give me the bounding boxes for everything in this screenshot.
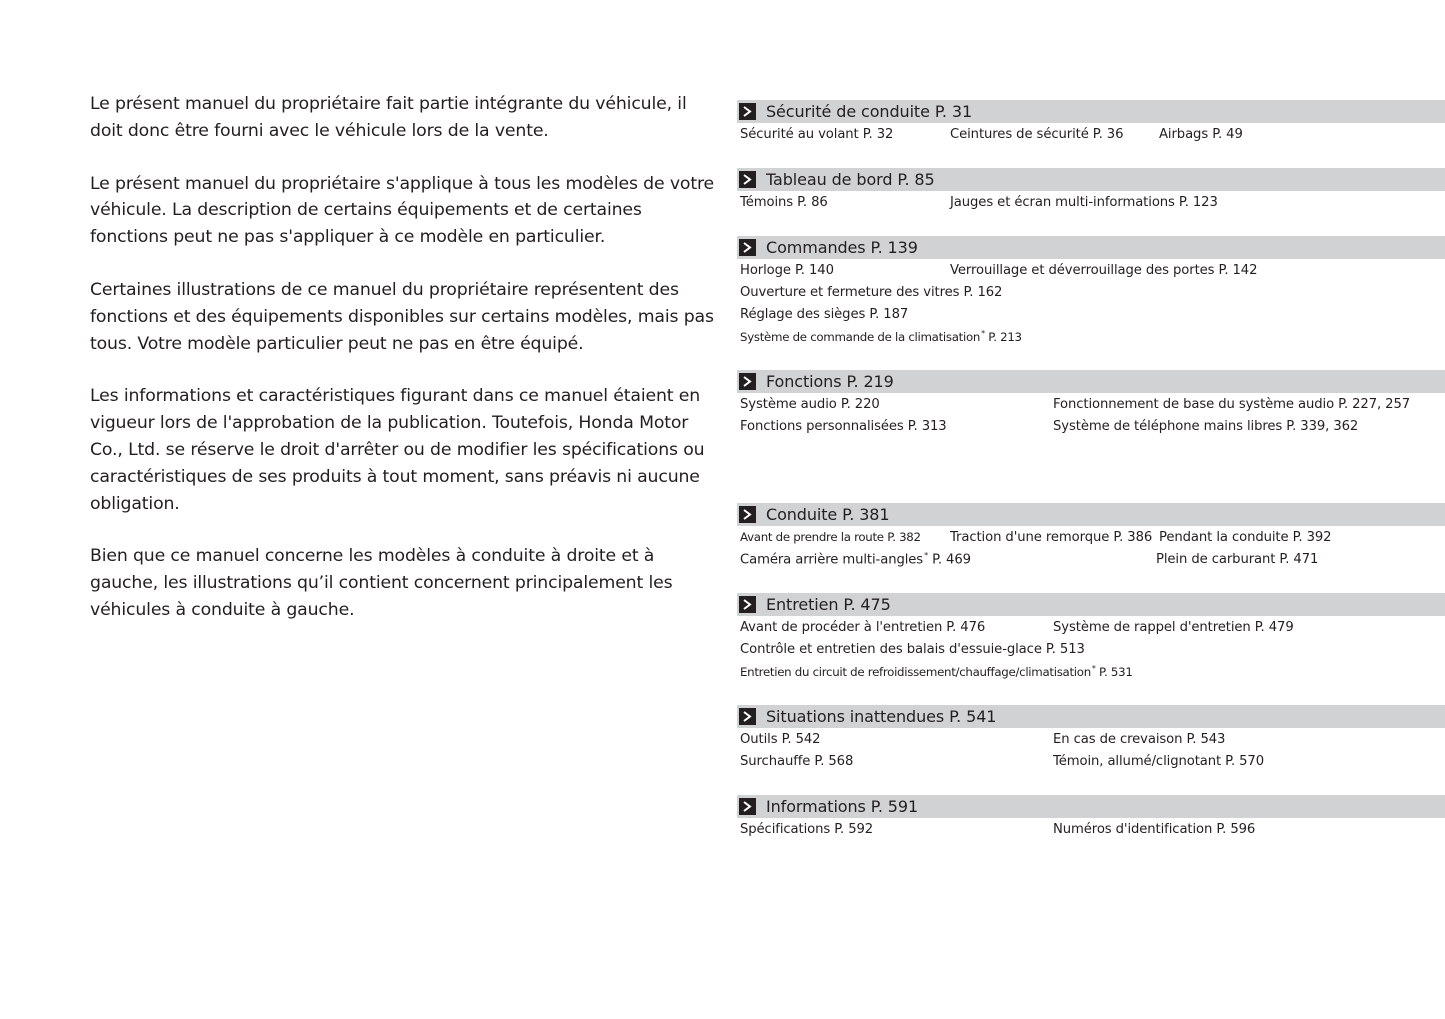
toc-section-page: P. 591 [870,797,919,816]
toc-section-header[interactable] [737,236,1445,259]
toc-item-link[interactable]: Surchauffe P. 568 [740,753,854,769]
toc-item-link[interactable]: Fonctionnement de base du système audio P. 227, 257 [1053,396,1411,412]
toc-item-link[interactable]: Système de téléphone mains libres P. 339, 362 [1053,418,1359,434]
toc-section-page: P. 219 [846,372,894,391]
toc-section-header[interactable] [737,168,1445,191]
intro-paragraph: Bien que ce manuel concerne les modèles à conduite à droite et à gauche, les illustrations qu’il contient concernent principalement les véhicules à conduite à gauche. [90,546,673,620]
chevron-right-icon [739,103,756,120]
optional-asterisk: * [1091,663,1096,673]
toc-section-title: Conduite [766,505,838,524]
toc-item-link[interactable]: Traction d'une remorque P. 386 [950,529,1153,545]
toc-item-label: Entretien du circuit de refroidissement/chauffage/climatisation [740,664,1091,679]
toc-section-title: Fonctions [766,372,842,391]
toc-section-conduite [737,503,1445,570]
toc-item-link[interactable]: En cas de crevaison P. 543 [1053,731,1226,747]
toc-item-label: Caméra arrière multi-angles [740,552,924,568]
toc-section-title: Tableau de bord [766,170,893,189]
toc-item-link[interactable]: Sécurité au volant P. 32 [740,126,894,142]
toc-item-page: P. 213 [988,329,1022,344]
toc-item-link[interactable]: Réglage des sièges P. 187 [740,306,909,322]
toc-section-title: Entretien [766,595,839,614]
toc-item-link[interactable] [737,551,1153,567]
toc-item-page: P. 531 [1099,664,1133,679]
toc-section-page: P. 541 [949,707,997,726]
toc-item-link[interactable]: Outils P. 542 [740,731,821,747]
toc-item-page: P. 469 [932,552,971,568]
toc-section-page: P. 31 [934,102,973,121]
toc-item-link[interactable]: Fonctions personnalisées P. 313 [740,418,947,434]
intro-paragraph: Le présent manuel du propriétaire s'applique à tous les modèles de votre véhicule. La description de certains équipements et de certaines fonctions peut ne pas s'appliquer à ce modèle en particulier. [90,173,715,248]
toc-item-link[interactable]: Avant de procéder à l'entretien P. 476 [740,619,986,635]
toc-section-entretien [737,593,1445,682]
toc-section-header[interactable] [737,795,1445,818]
toc-section-fonctions [737,370,1445,437]
toc-section-title: Situations inattendues [766,707,945,726]
toc-item-link[interactable]: Ceintures de sécurité P. 36 [950,126,1124,142]
toc-item-link[interactable]: Avant de prendre la route P. 382 [740,530,921,544]
chevron-right-icon [739,708,756,725]
toc-item-link[interactable]: Contrôle et entretien des balais d'essuie-glace P. 513 [740,641,1085,657]
toc-section-tableau [737,168,1445,213]
intro-paragraph: Les informations et caractéristiques figurant dans ce manuel étaient en vigueur lors de l'approbation de la publication. Toutefois, Honda Motor Co., Ltd. se réserve le droit d'arrêter ou de modifier les spécifications ou caractéristiques de ses produits à tout moment, sans préavis ni aucune obligation. [90,386,705,514]
toc-item-link[interactable] [737,664,1133,679]
toc-item-link[interactable]: Horloge P. 140 [740,262,834,278]
chevron-right-icon [739,171,756,188]
toc-section-commandes [737,236,1445,347]
chevron-right-icon [739,373,756,390]
toc-item-link[interactable]: Numéros d'identification P. 596 [1053,821,1256,837]
optional-asterisk: * [981,328,985,338]
toc-item-link[interactable]: Système de rappel d'entretien P. 479 [1053,619,1294,635]
chevron-right-icon [739,798,756,815]
toc-section-title: Informations [766,797,866,816]
toc-section-informations [737,795,1445,840]
chevron-right-icon [739,506,756,523]
toc-item-link[interactable]: Verrouillage et déverrouillage des portes P. 142 [950,262,1258,278]
toc-section-page: P. 139 [870,238,918,257]
toc-section-header[interactable] [737,100,1445,123]
toc-item-link[interactable]: Témoins P. 86 [740,194,828,210]
toc-section-securite [737,100,1445,145]
toc-section-header[interactable] [737,503,1445,526]
intro-paragraph: Certaines illustrations de ce manuel du propriétaire représentent des fonctions et des équipements disponibles sur certains modèles, mais pas tous. Votre modèle particulier peut ne pas en être équipé. [90,279,714,354]
toc-item-link[interactable]: Pendant la conduite P. 392 [1159,529,1332,545]
toc-item-label: Système de commande de la climatisation [740,329,981,344]
toc-section-page: P. 381 [842,505,890,524]
intro-paragraph: Le présent manuel du propriétaire fait partie intégrante du véhicule, il doit donc être fourni avec le véhicule lors de la vente. [90,94,687,141]
toc-section-header[interactable] [737,370,1445,393]
optional-asterisk: * [924,550,928,560]
toc-item-link[interactable]: Spécifications P. 592 [740,821,874,837]
toc-section-situations [737,705,1445,772]
chevron-right-icon [739,239,756,256]
toc-section-title: Commandes [766,238,866,257]
toc-section-header[interactable] [737,593,1445,616]
toc-item-link[interactable]: Ouverture et fermeture des vitres P. 162 [740,284,1003,300]
toc-item-link[interactable]: Système audio P. 220 [740,396,880,412]
toc-section-title: Sécurité de conduite [766,102,930,121]
intro-text [90,91,720,650]
toc-section-page: P. 475 [843,595,891,614]
toc-section-header[interactable] [737,705,1445,728]
toc-item-link[interactable]: Témoin, allumé/clignotant P. 570 [1053,753,1265,769]
toc-section-page: P. 85 [897,170,935,189]
toc-item-link[interactable]: Jauges et écran multi-informations P. 123 [950,194,1218,210]
toc-item-link[interactable]: Airbags P. 49 [1159,126,1243,142]
chevron-right-icon [739,596,756,613]
toc-item-link[interactable] [737,329,1022,344]
toc-item-link[interactable]: Plein de carburant P. 471 [1156,551,1319,567]
